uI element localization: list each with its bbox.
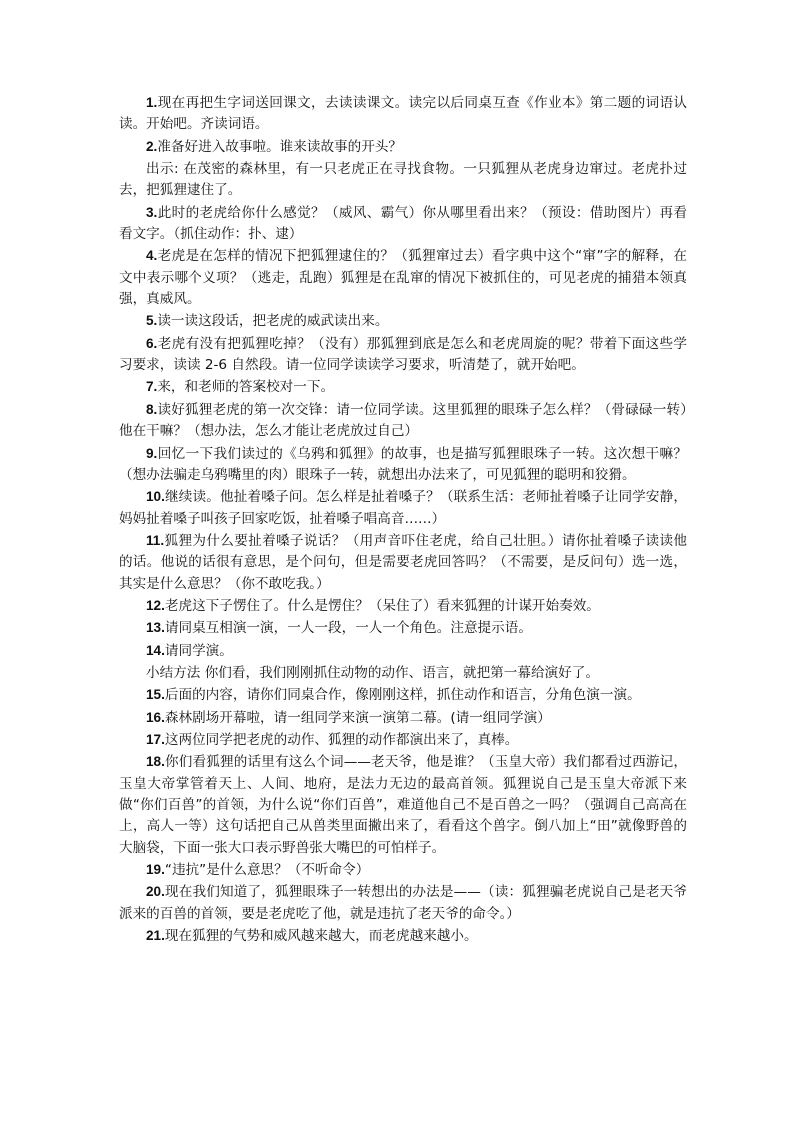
paragraph-summary	[119, 662, 687, 684]
paragraph-text: 森林剧场开幕啦，请一组同学来演一演第二幕。(请一组同学演）	[164, 709, 551, 726]
paragraph-number: 19.	[146, 862, 165, 878]
paragraph-number: 6.	[146, 335, 158, 351]
paragraph-text: 小结方法 你们看，我们刚刚抓住动物的动作、语言，就把第一幕给演好了。	[146, 664, 599, 681]
paragraph-9	[119, 443, 687, 487]
paragraph-show	[119, 158, 687, 202]
paragraph-number: 21.	[146, 928, 165, 944]
paragraph-text: 现在狐狸的气势和威风越来越大，而老虎越来越小。	[164, 928, 478, 945]
paragraph-number: 2.	[146, 138, 158, 154]
paragraph-text: 来，和老师的答案校对一下。	[157, 379, 335, 396]
paragraph-text: 现在我们知道了，狐狸眼珠子一转想出的办法是——（读：狐狸骗老虎说自己是老天爷派来的百兽的首领，要是老虎吃了他，就是违抗了老天爷的命令。）	[119, 884, 687, 922]
paragraph-text: 后面的内容，请你们同桌合作，像刚刚这样，抓住动作和语言，分角色演一演。	[164, 687, 641, 704]
paragraph-number: 10.	[146, 489, 165, 505]
paragraph-number: 9.	[146, 445, 158, 461]
document-body	[119, 92, 687, 947]
paragraph-10	[119, 486, 687, 530]
paragraph-5	[119, 310, 687, 332]
paragraph-number: 14.	[146, 642, 165, 658]
paragraph-number: 15.	[146, 687, 165, 703]
paragraph-text: 这两位同学把老虎的动作、狐狸的动作都演出来了，真棒。	[164, 731, 519, 748]
paragraph-4	[119, 245, 687, 310]
paragraph-20	[119, 881, 687, 925]
paragraph-3	[119, 202, 687, 246]
paragraph-18	[119, 751, 687, 859]
paragraph-number: 20.	[146, 884, 165, 900]
paragraph-text: 回忆一下我们读过的《乌鸦和狐狸》的故事，也是描写狐狸眼珠子一转。这次想干嘛？（想办法骗走乌鸦嘴里的肉）眼珠子一转，就想出办法来了，可见狐狸的聪明和狡猾。	[119, 445, 687, 483]
paragraph-number: 5.	[146, 313, 158, 329]
paragraph-text: “违抗”是什么意思？（不听命令）	[164, 862, 370, 879]
paragraph-2	[119, 136, 687, 158]
paragraph-21	[119, 925, 687, 947]
paragraph-number: 17.	[146, 731, 165, 747]
paragraph-number: 16.	[146, 709, 165, 725]
paragraph-number: 13.	[146, 620, 165, 636]
paragraph-number: 3.	[146, 204, 158, 220]
paragraph-14	[119, 640, 687, 662]
paragraph-6	[119, 333, 687, 377]
paragraph-15	[119, 684, 687, 706]
paragraph-text: 读一读这段话，把老虎的威武读出来。	[157, 313, 389, 330]
paragraph-13	[119, 617, 687, 639]
paragraph-text: 狐狸为什么要扯着嗓子说话？（用声音吓住老虎，给自己壮胆。）请你扯着嗓子读读他的话。他说的话很有意思，是个问句，但是需要老虎回答吗？（不需要，是反问句）选一选，其实是什么意思？（你不敢吃我。）	[119, 532, 687, 592]
paragraph-text: 读好狐狸老虎的第一次交锋：请一位同学读。这里狐狸的眼珠子怎么样？（骨碌碌一转）他在干嘛？（想办法，怎么才能让老虎放过自己）	[119, 401, 687, 440]
paragraph-text: 你们看狐狸的话里有这么个词——老天爷，他是谁？（玉皇大帝）我们都看过西游记，玉皇大帝掌管着天上、人间、地府，是法力无边的最高首领。狐狸说自己是玉皇大帝派下来做“你们百兽”的首领，为什么说“你们百兽”，难道他自己不是百兽之一吗？（强调自己高高在上，高人一等）这句话把自己从兽类里面撇出来了，看看这个兽字。倒八加上“田”就像野兽的大脑袋，下面一张大口表示野兽张大嘴巴的可怕样子。	[119, 754, 687, 856]
paragraph-text: 老虎是在怎样的情况下把狐狸逮住的？（狐狸窜过去）看字典中这个“窜”字的解释，在文中表示哪个义项？（逃走，乱跑）狐狸是在乱窜的情况下被抓住的，可见老虎的捕猎本领真强，真威风。	[119, 248, 687, 308]
paragraph-17	[119, 729, 687, 751]
paragraph-number: 1.	[146, 95, 158, 110]
paragraph-number: 18.	[146, 754, 165, 770]
paragraph-12	[119, 595, 687, 617]
paragraph-1	[119, 92, 687, 136]
paragraph-text: 出示: 在茂密的森林里，有一只老虎正在寻找食物。一只狐狸从老虎身边窜过。老虎扑过去，把狐狸逮住了。	[119, 161, 687, 199]
paragraph-number: 12.	[146, 597, 165, 613]
paragraph-text: 现在再把生字词送回课文，去读读课文。读完以后同桌互查《作业本》第二题的词语认读。开始吧。齐读词语。	[119, 95, 687, 133]
paragraph-text: 此时的老虎给你什么感觉？（威风、霸气）你从哪里看出来？（预设：借助图片）再看看文字。（抓住动作：扑、逮）	[119, 204, 687, 243]
paragraph-19	[119, 859, 687, 881]
paragraph-text: 老虎这下子愣住了。什么是愣住？（呆住了）看来狐狸的计谋开始奏效。	[164, 597, 600, 614]
paragraph-number: 11.	[146, 532, 165, 548]
paragraph-number: 4.	[146, 248, 158, 264]
paragraph-text: 请同桌互相演一演，一人一段，一人一个角色。注意提示语。	[164, 620, 532, 637]
paragraph-text: 请同学演。	[164, 642, 233, 659]
paragraph-text: 老虎有没有把狐狸吃掉？（没有）那狐狸到底是怎么和老虎周旋的呢？带着下面这些学习要求，读读 2-6 自然段。请一位同学读读学习要求，听清楚了，就开始吧。	[119, 335, 687, 374]
paragraph-number: 8.	[146, 401, 158, 417]
paragraph-text: 继续读。他扯着嗓子问。怎么样是扯着嗓子？（联系生活：老师扯着嗓子让同学安静，妈妈扯着嗓子叫孩子回家吃饭，扯着嗓子唱高音……）	[119, 489, 687, 527]
paragraph-8	[119, 399, 687, 443]
paragraph-11	[119, 530, 687, 595]
paragraph-text: 准备好进入故事啦。谁来读故事的开头？	[157, 138, 403, 155]
paragraph-7	[119, 376, 687, 398]
paragraph-number: 7.	[146, 379, 158, 395]
paragraph-16	[119, 707, 687, 729]
